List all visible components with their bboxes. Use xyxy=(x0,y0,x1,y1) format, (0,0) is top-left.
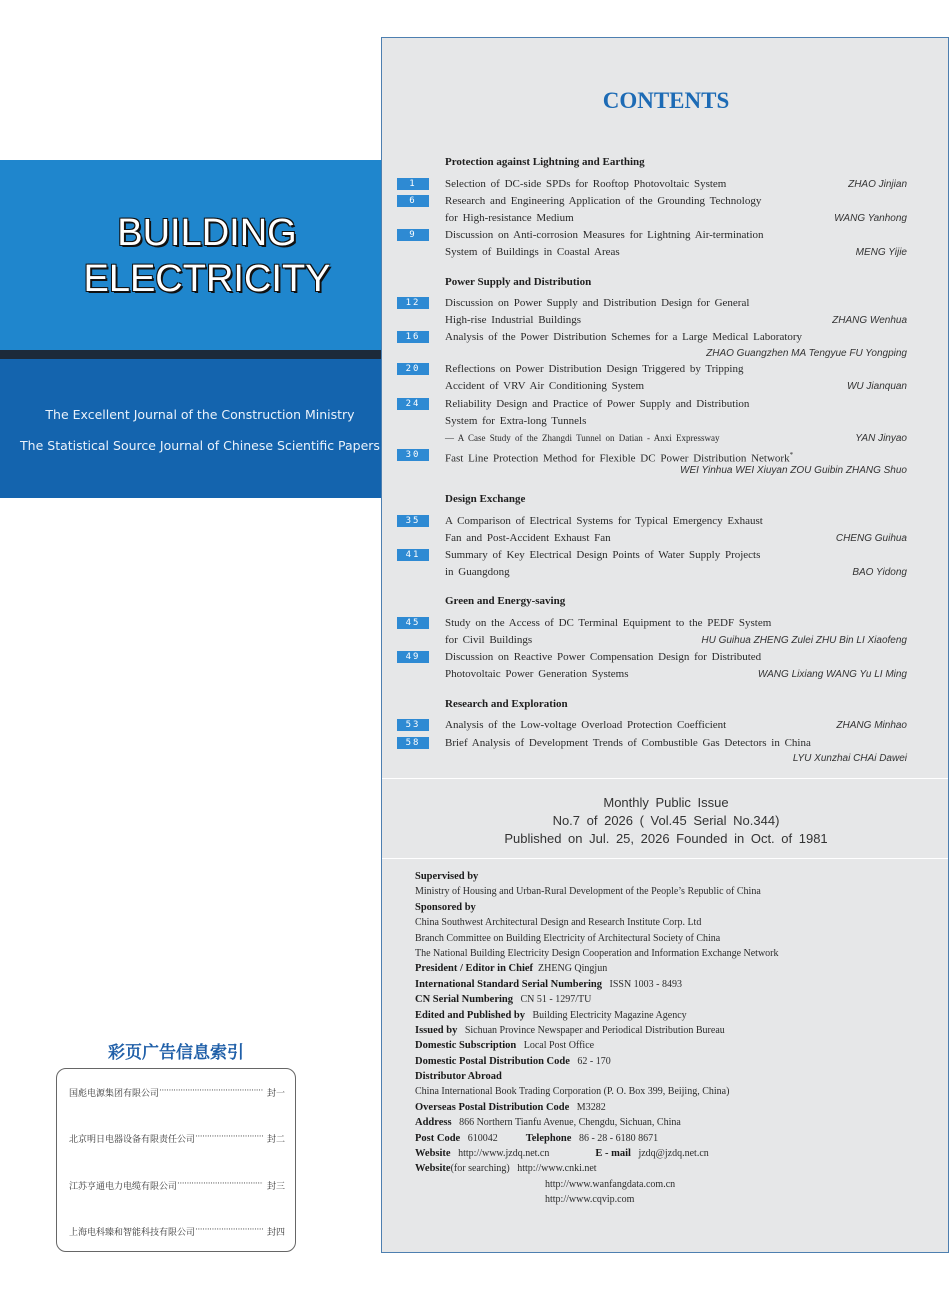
search-link[interactable]: http://www.cnki.net xyxy=(517,1163,597,1175)
page-number-badge: 45 xyxy=(397,617,429,629)
masthead-value: M3282 xyxy=(576,1101,606,1113)
masthead xyxy=(415,869,935,1208)
ad-item xyxy=(69,1132,285,1145)
entry-author: WANG Yanhong xyxy=(834,213,907,224)
leader-dots xyxy=(195,1132,263,1145)
masthead-value: CN 51 - 1297/TU xyxy=(520,994,592,1006)
ad-item-position: 封三 xyxy=(266,1182,285,1192)
masthead-label: Domestic Postal Distribution Code xyxy=(415,1055,570,1067)
masthead-label: President / Editor in Chief xyxy=(415,963,534,975)
entry-author: ZHANG Minhao xyxy=(836,720,907,731)
entry-title-line: Discussion on Reactive Power Compensation Design for Distributed xyxy=(445,651,762,663)
page-number-badge: 20 xyxy=(397,363,429,375)
contents-title: CONTENTS xyxy=(602,88,730,113)
masthead-value: 86 - 28 - 6180 8671 xyxy=(578,1132,659,1144)
masthead-value: 866 Northern Tianfu Avenue, Chengdu, Sichuan, China xyxy=(459,1117,681,1129)
entry-author: BAO Yidong xyxy=(852,567,907,578)
entry-title-line: for Civil Buildings xyxy=(445,634,533,646)
page-number-badge: 41 xyxy=(397,549,429,561)
divider xyxy=(382,858,948,859)
entry-title-line: Brief Analysis of Development Trends of Combustible Gas Detectors in China xyxy=(445,737,811,749)
entry-title-line: Discussion on Power Supply and Distribution Design for General xyxy=(445,297,750,309)
section-title: Power Supply and Distribution xyxy=(445,276,592,288)
entry-subtitle-line: — A Case Study of the Zhangdi Tunnel on Datian - Anxi Expressway xyxy=(445,433,720,443)
entry-author: LYU Xunzhai CHAi Dawei xyxy=(792,753,907,764)
masthead-label: Distributor Abroad xyxy=(415,1071,502,1083)
masthead-label: Telephone xyxy=(525,1132,572,1144)
masthead-value: Branch Committee on Building Electricity of Architectural Society of China xyxy=(415,932,721,944)
contents-panel xyxy=(381,37,949,1253)
entry-title-text: Fast Line Protection Method for Flexible DC Power Distribution Network xyxy=(445,452,790,465)
entry-author: MENG Yijie xyxy=(855,247,907,258)
search-link[interactable]: http://www.cqvip.com xyxy=(545,1194,635,1206)
issue-frequency: Monthly Public Issue xyxy=(603,795,729,810)
ad-item xyxy=(69,1179,285,1192)
masthead-label: Overseas Postal Distribution Code xyxy=(415,1101,570,1113)
ad-item-name: 上海电科臻和智能科技有限公司 xyxy=(69,1228,196,1238)
section-title: Design Exchange xyxy=(445,493,526,505)
masthead-label: Website xyxy=(415,1163,451,1175)
masthead-value: China International Book Trading Corporation (P. O. Box 399, Beijing, China) xyxy=(415,1086,730,1098)
masthead-label: E - mail xyxy=(595,1148,631,1160)
masthead-label: CN Serial Numbering xyxy=(415,994,513,1006)
ad-index-box xyxy=(56,1068,296,1252)
page-number-badge: 6 xyxy=(397,195,429,207)
ad-item-name: 北京明日电器设备有限责任公司 xyxy=(69,1135,196,1145)
page-number-badge: 16 xyxy=(397,331,429,343)
masthead-label: Post Code xyxy=(415,1132,461,1144)
email-link[interactable]: jzdq@jzdq.net.cn xyxy=(638,1148,709,1160)
entry-title-line: System for Extra-long Tunnels xyxy=(445,415,587,427)
page-number-badge: 24 xyxy=(397,398,429,410)
masthead-value: ISSN 1003 - 8493 xyxy=(609,978,682,990)
masthead-value: ZHENG Qingjun xyxy=(538,963,608,975)
journal-banner xyxy=(0,160,382,498)
masthead-value: Sichuan Province Newspaper and Periodical Distribution Bureau xyxy=(464,1024,725,1036)
masthead-label: International Standard Serial Numbering xyxy=(415,978,602,990)
section-title: Green and Energy-saving xyxy=(445,595,566,607)
ad-item-name: 国彪电源集团有限公司 xyxy=(69,1089,160,1099)
entry-author: CHENG Guihua xyxy=(835,533,907,544)
masthead-value: 610042 xyxy=(467,1132,498,1144)
journal-title-line1: BUILDING xyxy=(117,212,297,254)
entry-author: YAN Jinyao xyxy=(855,433,907,444)
page-number-badge: 12 xyxy=(397,297,429,309)
masthead-value: 62 - 170 xyxy=(577,1055,611,1067)
page-number-badge: 58 xyxy=(397,737,429,749)
entry-author: WANG Lixiang WANG Yu LI Ming xyxy=(757,669,907,680)
entry-title-line: Summary of Key Electrical Design Points of Water Supply Projects xyxy=(445,549,761,561)
page-number-badge: 49 xyxy=(397,651,429,663)
page-number-badge: 9 xyxy=(397,229,429,241)
honor-text-2: The Statistical Source Journal of Chinese Scientific Papers xyxy=(20,438,380,453)
ad-item xyxy=(69,1086,285,1099)
leader-dots xyxy=(159,1086,263,1099)
entry-title-line: Analysis of the Low-voltage Overload Protection Coefficient xyxy=(445,719,727,731)
issue-number: No.7 of 2026 ( Vol.45 Serial No.344) xyxy=(552,813,780,828)
ad-item-position: 封二 xyxy=(266,1135,285,1145)
entry-title-line: Accident of VRV Air Conditioning System xyxy=(445,380,645,392)
masthead-label: Sponsored by xyxy=(415,901,476,913)
entry-title-line: Discussion on Anti-corrosion Measures for Lightning Air-termination xyxy=(445,229,764,241)
page-number-badge: 30 xyxy=(397,449,429,461)
divider xyxy=(382,778,948,779)
masthead-label: Domestic Subscription xyxy=(415,1040,517,1052)
masthead-value: Ministry of Housing and Urban-Rural Development of the People’s Republic of China xyxy=(415,886,761,898)
ad-item xyxy=(69,1225,285,1238)
section-title: Research and Exploration xyxy=(445,698,568,710)
entry-title-line: for High-resistance Medium xyxy=(445,212,574,224)
entry-author: ZHAO Jinjian xyxy=(848,179,907,190)
entry-title-line: A Comparison of Electrical Systems for Typical Emergency Exhaust xyxy=(445,515,763,527)
ad-item-name: 江苏亨通电力电缆有限公司 xyxy=(69,1182,178,1192)
masthead-label: Supervised by xyxy=(415,871,479,882)
entry-title-line: Study on the Access of DC Terminal Equipment to the PEDF System xyxy=(445,617,772,629)
masthead-label: Website xyxy=(415,1148,451,1160)
issue-dates: Published on Jul. 25, 2026 Founded in Oct. of 1981 xyxy=(504,831,828,846)
entry-author: ZHAO Guangzhen MA Tengyue FU Yongping xyxy=(706,348,907,359)
ad-item-position: 封一 xyxy=(266,1089,285,1099)
masthead-value: Local Post Office xyxy=(523,1040,595,1052)
banner-bottom xyxy=(0,359,382,498)
ad-item-position: 封四 xyxy=(266,1228,285,1238)
masthead-note: (for searching) xyxy=(450,1163,510,1175)
masthead-label: Edited and Published by xyxy=(415,1009,526,1021)
leader-dots xyxy=(177,1179,263,1192)
entry-title-line: Fan and Post-Accident Exhaust Fan xyxy=(445,532,611,544)
entry-author: WU Jianquan xyxy=(846,381,907,392)
entry-title-line: Research and Engineering Application of the Grounding Technology xyxy=(445,195,762,207)
honor-text-1: The Excellent Journal of the Construction Ministry xyxy=(45,407,355,422)
masthead-value: The National Building Electricity Design Cooperation and Information Exchange Network xyxy=(415,947,779,959)
entry-author: ZHANG Wenhua xyxy=(832,315,907,326)
entry-title-line: Reflections on Power Distribution Design Triggered by Tripping xyxy=(445,363,744,375)
page-number-badge: 53 xyxy=(397,719,429,731)
entry-author: WEI Yinhua WEI Xiuyan ZOU Guibin ZHANG Shuo xyxy=(680,465,907,476)
masthead-value: China Southwest Architectural Design and Research Institute Corp. Ltd xyxy=(415,917,702,929)
entry-title-line: System of Buildings in Coastal Areas xyxy=(445,246,620,258)
footnote-mark: * xyxy=(789,451,794,459)
entry-title-line: Selection of DC-side SPDs for Rooftop Photovoltaic System xyxy=(445,178,727,190)
entry-title-line: in Guangdong xyxy=(445,566,510,578)
entry-title-line xyxy=(445,447,907,464)
journal-title xyxy=(0,210,414,302)
ad-index-title: 彩页广告信息索引 xyxy=(108,1043,244,1063)
leader-dots xyxy=(195,1225,263,1238)
entry-title-line: Analysis of the Power Distribution Schemes for a Large Medical Laboratory xyxy=(445,331,803,343)
website-link[interactable]: http://www.jzdq.net.cn xyxy=(458,1148,550,1160)
journal-title-line2: ELECTRICITY xyxy=(83,258,331,300)
banner-stripe xyxy=(0,350,382,359)
entry-title-line: High-rise Industrial Buildings xyxy=(445,314,581,326)
search-link[interactable]: http://www.wanfangdata.com.cn xyxy=(545,1178,676,1190)
section-title: Protection against Lightning and Earthing xyxy=(445,156,645,168)
entry-title-line: Reliability Design and Practice of Power Supply and Distribution xyxy=(445,398,750,410)
masthead-value: Building Electricity Magazine Agency xyxy=(532,1009,687,1021)
entry-author: HU Guihua ZHENG Zulei ZHU Bin LI Xiaofeng xyxy=(701,635,907,646)
masthead-label: Address xyxy=(415,1117,452,1129)
masthead-label: Issued by xyxy=(415,1024,458,1036)
page-number-badge: 1 xyxy=(397,178,429,190)
page-number-badge: 35 xyxy=(397,515,429,527)
entry-title-line: Photovoltaic Power Generation Systems xyxy=(445,668,629,680)
